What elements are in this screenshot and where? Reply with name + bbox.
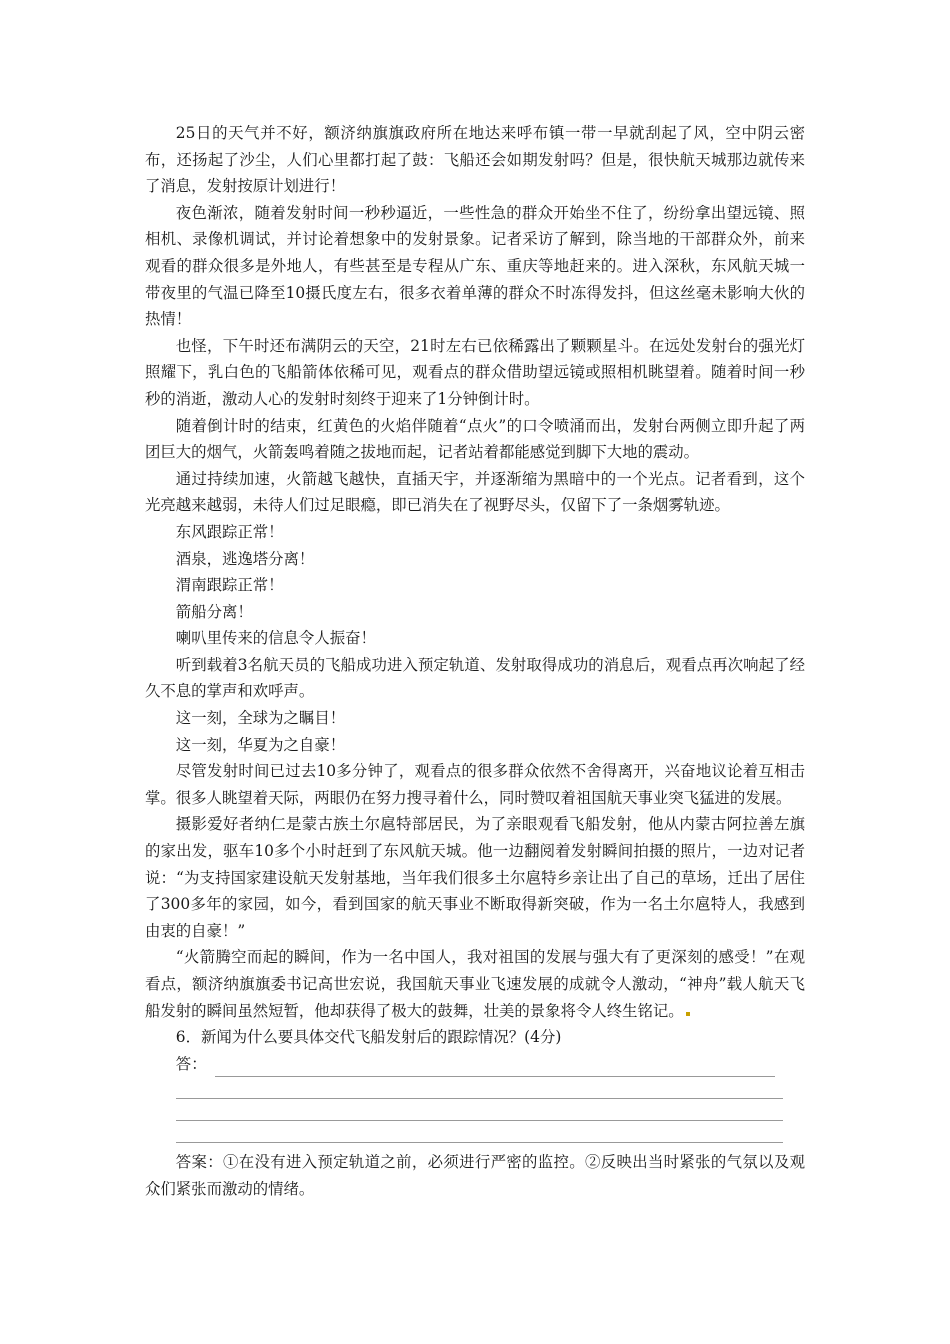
question-text: 6．新闻为什么要具体交代飞船发射后的跟踪情况？(4分) [175, 1028, 562, 1047]
article-paragraph: 听到载着3名航天员的飞船成功进入预定轨道、发射取得成功的消息后，观看点再次响起了经久不息的掌声和欢呼声。 [145, 655, 805, 701]
article-paragraph: 25日的天气并不好，额济纳旗旗政府所在地达来呼布镇一带一早就刮起了风，空中阴云密布，还扬起了沙尘，人们心里都打起了鼓：飞船还会如期发射吗？但是，很快航天城那边就传来了消息，发射按原计划进行！ [145, 124, 805, 196]
article-paragraph: 夜色渐浓，随着发射时间一秒秒逼近，一些性急的群众开始坐不住了，纷纷拿出望远镜、照相机、录像机调试，并讨论着想象中的发射景象。记者采访了解到，除当地的干部群众外，前来观看的群众很多是外地人，有些甚至是专程从广东、重庆等地赶来的。进入深秋，东风航天城一带夜里的气温已降至10摄氏度左右，很多衣着单薄的群众不时冻得发抖，但这丝毫未影响大伙的热情！ [145, 203, 805, 329]
answer-blank-line[interactable] [215, 1058, 775, 1077]
article-paragraph: 随着倒计时的结束，红黄色的火焰伴随着“点火”的口令喷涌而出，发射台两侧立即升起了两团巨大的烟气，火箭轰鸣着随之拔地而起，记者站着都能感觉到脚下大地的震动。 [145, 416, 805, 462]
article-paragraph: 这一刻，全球为之瞩目！ [175, 709, 346, 728]
article-paragraph: 喇叭里传来的信息令人振奋！ [175, 629, 376, 648]
article-paragraph: 渭南跟踪正常！ [175, 576, 284, 595]
article-paragraph-last [145, 944, 805, 1024]
article-paragraph: 通过持续加速，火箭越飞越快，直插天宇，并逐渐缩为黑暗中的一个光点。记者看到，这个光亮越来越弱，未待人们过足眼瘾，即已消失在了视野尽头，仅留下了一条烟雾轨迹。 [145, 469, 805, 515]
article-paragraph: 尽管发射时间已过去10多分钟了，观看点的很多群众依然不舍得离开，兴奋地议论着互相击掌。很多人眺望着天际，两眼仍在努力搜寻着什么，同时赞叹着祖国航天事业突飞猛进的发展。 [145, 762, 805, 807]
article-paragraph: 这一刻，华夏为之自豪！ [175, 735, 346, 754]
scan-mark [686, 1012, 690, 1016]
answer-blank-line[interactable] [176, 1099, 783, 1121]
answer-prefix: 答： [175, 1054, 207, 1073]
article-paragraph-text: “火箭腾空而起的瞬间，作为一名中国人，我对祖国的发展与强大有了更深刻的感受！”在观看点，额济纳旗旗委书记高世宏说，我国航天事业飞速发展的成就令人激动，“神舟”载人航天飞船发射的瞬间虽然短暂，他却获得了极大的鼓舞，壮美的景象将令人终生铭记。 [145, 948, 805, 1020]
document-page [145, 120, 805, 1203]
article-paragraph: 摄影爱好者纳仁是蒙古族土尔扈特部居民，为了亲眼观看飞船发射，他从内蒙古阿拉善左旗的家出发，驱车10多个小时赶到了东风航天城。他一边翻阅着发射瞬间拍摄的照片，一边对记者说：“为支持国家建设航天发射基地，当年我们很多土尔扈特乡亲让出了自己的草场，迁出了居住了300多年的家园，如今，看到国家的航天事业不断取得新突破，作为一名土尔扈特人，我感到由衷的自豪！” [145, 815, 805, 940]
article-paragraph: 酒泉，逃逸塔分离！ [175, 549, 315, 568]
article-paragraph: 箭船分离！ [175, 602, 253, 621]
answer-blank-line[interactable] [176, 1121, 783, 1143]
answer-row [145, 1051, 805, 1078]
answer-blank-line[interactable] [176, 1077, 783, 1099]
article-paragraph: 也怪，下午时还布满阴云的天空，21时左右已依稀露出了颗颗星斗。在远处发射台的强光灯照耀下，乳白色的飞船箭体依稀可见，观看点的群众借助望远镜或照相机眺望着。随着时间一秒秒的消逝，激动人心的发射时刻终于迎来了1分钟倒计时。 [145, 336, 805, 408]
answer-text: 答案：①在没有进入预定轨道之前，必须进行严密的监控。②反映出当时紧张的气氛以及观众们紧张而激动的情绪。 [145, 1153, 805, 1198]
article-paragraph: 东风跟踪正常！ [175, 522, 284, 541]
